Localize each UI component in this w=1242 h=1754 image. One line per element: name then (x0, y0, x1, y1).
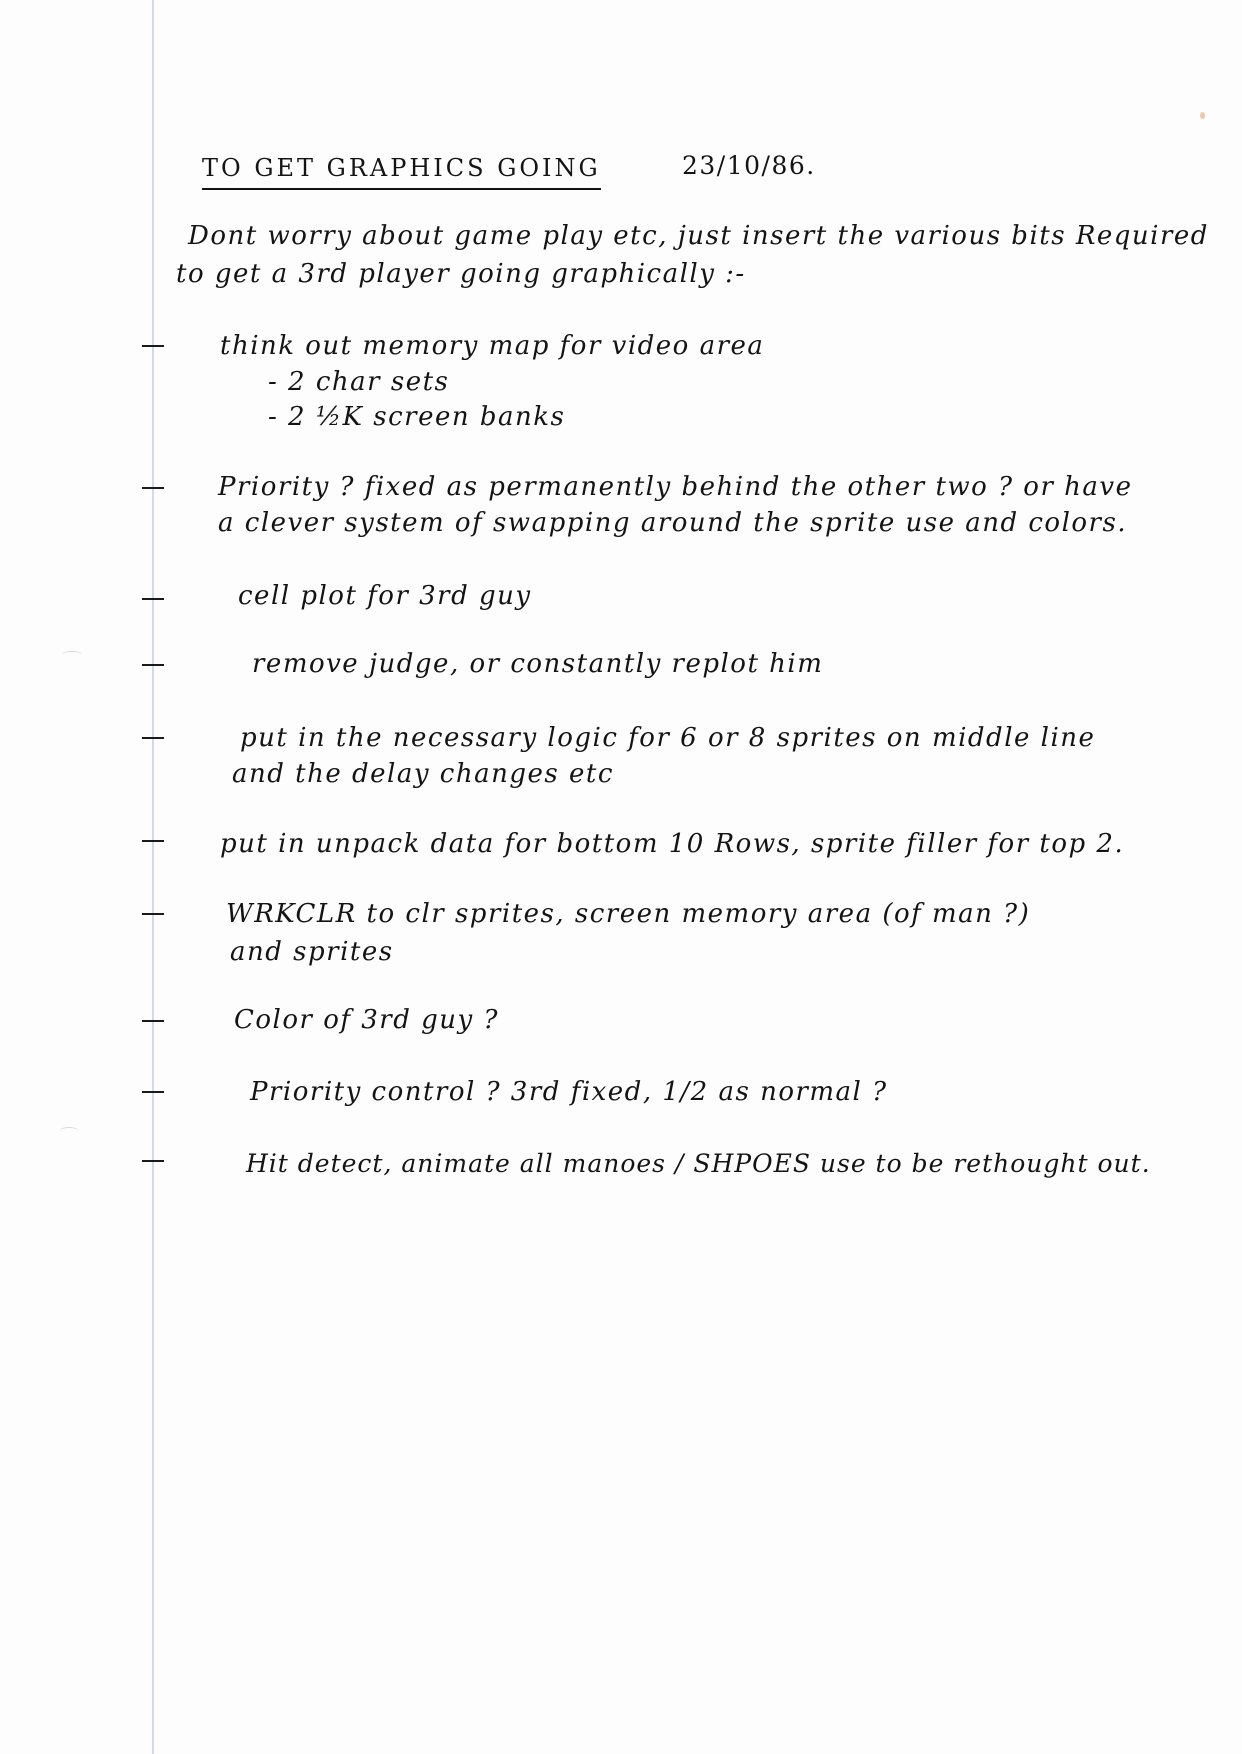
margin-line (152, 0, 154, 1754)
paper-mark (60, 1127, 78, 1134)
list-item-text: remove judge, or constantly replot him (252, 649, 824, 679)
bullet-dash (142, 487, 164, 489)
bullet-dash (142, 1091, 164, 1093)
bullet-dash (142, 598, 164, 600)
list-item-text: put in unpack data for bottom 10 Rows, sprite filler for top 2. (220, 829, 1125, 859)
intro-line: Dont worry about game play etc, just insert the various bits Required (188, 221, 1209, 251)
list-item-text: put in the necessary logic for 6 or 8 sprites on middle line (240, 723, 1096, 753)
bullet-dash (142, 664, 164, 666)
list-item-text: and sprites (230, 937, 394, 967)
paper-mark (62, 651, 82, 658)
list-item-text: Priority control ? 3rd fixed, 1/2 as normal ? (250, 1077, 888, 1107)
list-item-text: think out memory map for video area (220, 331, 765, 361)
list-item-text: cell plot for 3rd guy (238, 581, 532, 611)
sub-item-text: - 2 char sets (268, 367, 450, 397)
intro-line: to get a 3rd player going graphically :- (176, 259, 746, 289)
list-item-text: and the delay changes etc (232, 759, 614, 789)
bullet-dash (142, 913, 164, 915)
list-item-text: Color of 3rd guy ? (234, 1005, 499, 1035)
page-title: TO GET GRAPHICS GOING (202, 150, 601, 190)
bullet-dash (142, 345, 164, 347)
list-item-text: Hit detect, animate all manoes / SHPOES use to be rethought out. (246, 1149, 1151, 1178)
bullet-dash (142, 1160, 164, 1162)
paper-stain (1200, 112, 1205, 119)
bullet-dash (142, 840, 164, 842)
bullet-dash (142, 737, 164, 739)
list-item-text: Priority ? fixed as permanently behind the other two ? or have (218, 472, 1133, 502)
list-item-text: WRKCLR to clr sprites, screen memory area (of man ?) (226, 899, 1031, 929)
list-item-text: a clever system of swapping around the sprite use and colors. (218, 508, 1128, 538)
note-date: 23/10/86. (682, 151, 816, 180)
bullet-dash (142, 1020, 164, 1022)
sub-item-text: - 2 ½K screen banks (268, 402, 566, 432)
